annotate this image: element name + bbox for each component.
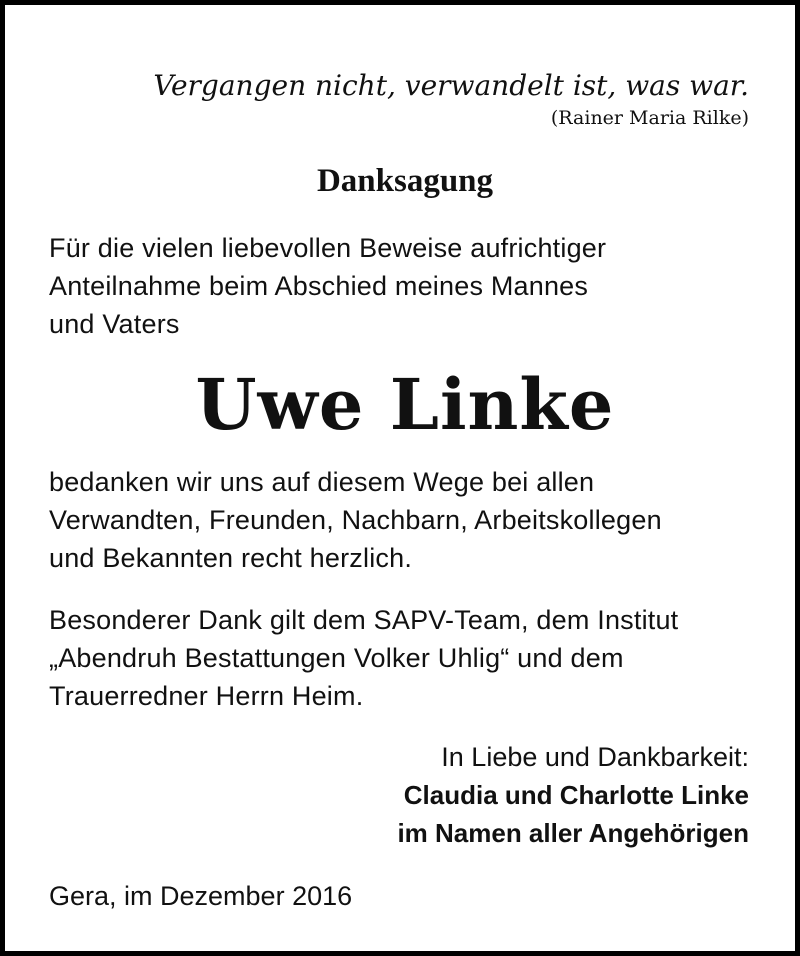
closing-block bbox=[397, 738, 749, 852]
motto-quote: Vergangen nicht, verwandelt ist, was war. bbox=[153, 69, 749, 102]
special-thanks-line: Trauerredner Herrn Heim. bbox=[49, 681, 364, 711]
thanks-line: Verwandten, Freunden, Nachbarn, Arbeitskollegen bbox=[49, 505, 662, 535]
thanks-paragraph bbox=[49, 463, 662, 577]
thanks-line: bedanken wir uns auf diesem Wege bei allen bbox=[49, 467, 595, 497]
special-thanks-paragraph bbox=[49, 601, 678, 715]
deceased-name: Uwe Linke bbox=[195, 363, 615, 446]
place-date: Gera, im Dezember 2016 bbox=[49, 881, 353, 911]
thanks-line: und Bekannten recht herzlich. bbox=[49, 543, 413, 573]
intro-line: Anteilnahme beim Abschied meines Mannes bbox=[49, 271, 589, 301]
special-thanks-line: „Abendruh Bestattungen Volker Uhlig“ und dem bbox=[49, 643, 624, 673]
special-thanks-line: Besonderer Dank gilt dem SAPV-Team, dem Institut bbox=[49, 605, 679, 635]
notice-heading: Danksagung bbox=[316, 163, 494, 199]
intro-paragraph bbox=[49, 229, 606, 343]
signers: Claudia und Charlotte Linke bbox=[403, 780, 749, 810]
intro-line: Für die vielen liebevollen Beweise aufrichtiger bbox=[49, 233, 607, 263]
motto-author: (Rainer Maria Rilke) bbox=[550, 107, 749, 129]
closing-phrase: In Liebe und Dankbarkeit: bbox=[441, 742, 749, 772]
intro-line: und Vaters bbox=[49, 309, 180, 339]
on-behalf-line: im Namen aller Angehörigen bbox=[397, 818, 749, 848]
